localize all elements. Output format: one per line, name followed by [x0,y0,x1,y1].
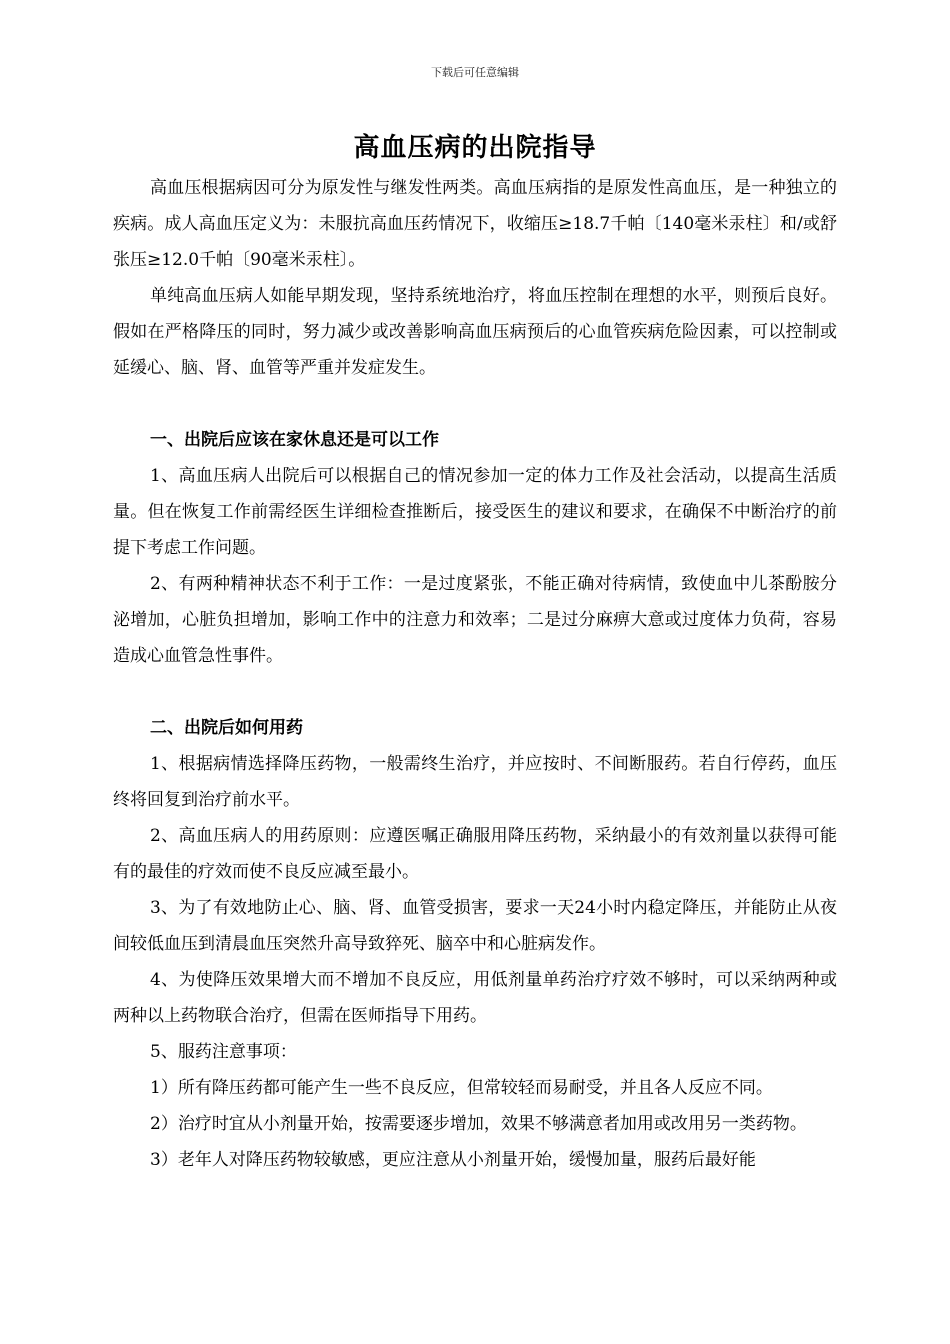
section1-heading: 一、出院后应该在家休息还是可以工作 [150,430,439,450]
document-title: 高血压病的出院指导 [353,133,597,163]
section2-paragraph-7: 2）治疗时宜从小剂量开始，按需要逐步增加，效果不够满意者加用或改用另一类药物。 [150,1114,807,1134]
document-body [113,170,837,1178]
section2-paragraph-8: 3）老年人对降压药物较敏感，更应注意从小剂量开始，缓慢加量，服药后最好能 [150,1150,756,1170]
section1-paragraph-2: 2、有两种精神状态不利于工作：一是过度紧张，不能正确对待病情，致使血中儿茶酚胺分泌增加，心脏负担增加，影响工作中的注意力和效率；二是过分麻痹大意或过度体力负荷，容易造成心血管急性事件。 [113,574,837,666]
section-gap [113,674,837,710]
section-gap [113,386,837,422]
section2-paragraph-1: 1、根据病情选择降压药物，一般需终生治疗，并应按时、不间断服药。若自行停药，血压终将回复到治疗前水平。 [113,754,837,810]
section2-paragraph-3: 3、为了有效地防止心、脑、肾、血管受损害，要求一天24小时内稳定降压，并能防止从夜间较低血压到清晨血压突然升高导致猝死、脑卒中和心脏病发作。 [113,898,837,954]
intro-paragraph-1: 高血压根据病因可分为原发性与继发性两类。高血压病指的是原发性高血压，是一种独立的疾病。成人高血压定义为：未服抗高血压药情况下，收缩压≥18.7千帕〔140毫米汞柱〕和/或舒张压≥12.0千帕〔90毫米汞柱〕。 [113,178,837,270]
section2-paragraph-6: 1）所有降压药都可能产生一些不良反应，但常较轻而易耐受，并且各人反应不同。 [150,1078,773,1098]
section1-paragraph-1: 1、高血压病人出院后可以根据自己的情况参加一定的体力工作及社会活动，以提高生活质量。但在恢复工作前需经医生详细检查推断后，接受医生的建议和要求，在确保不中断治疗的前提下考虑工作问题。 [113,466,837,558]
section2-paragraph-5: 5、服药注意事项： [150,1042,297,1062]
intro-paragraph-2: 单纯高血压病人如能早期发现，坚持系统地治疗，将血压控制在理想的水平，则预后良好。假如在严格降压的同时，努力减少或改善影响高血压病预后的心血管疾病危险因素，可以控制或延缓心、脑、肾、血管等严重并发症发生。 [113,286,837,378]
section2-paragraph-2: 2、高血压病人的用药原则：应遵医嘱正确服用降压药物，采纳最小的有效剂量以获得可能有的最佳的疗效而使不良反应减至最小。 [113,826,837,882]
section2-paragraph-4: 4、为使降压效果增大而不增加不良反应，用低剂量单药治疗疗效不够时，可以采纳两种或两种以上药物联合治疗，但需在医师指导下用药。 [113,970,837,1026]
section2-heading: 二、出院后如何用药 [150,718,303,738]
header-note: 下载后可任意编辑 [431,66,519,79]
